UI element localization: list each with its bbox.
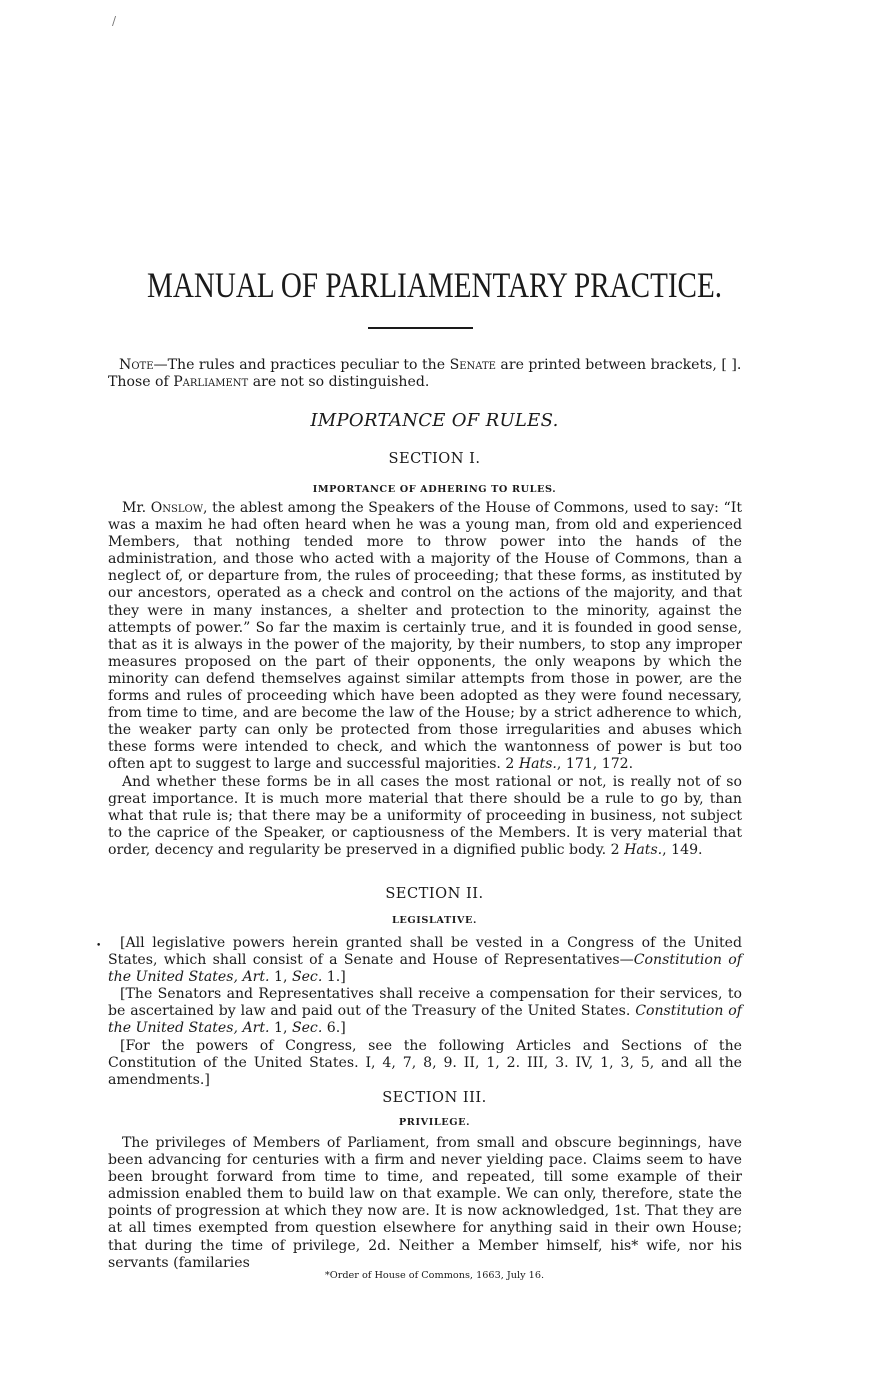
note-text-3: Those of <box>108 374 174 391</box>
scan-dot: • <box>96 941 102 951</box>
note-parliament: Parliament <box>173 374 249 391</box>
note-text: The rules and practices peculiar to the <box>167 357 450 373</box>
footnote: *Order of House of Commons, 1663, July 16. <box>324 1270 545 1281</box>
note-text-4: are not so distinguished. <box>248 374 430 391</box>
section-1-body <box>108 500 742 859</box>
note-lead: Note <box>119 357 154 373</box>
speaker-name: Onslow <box>150 500 204 516</box>
section-2-heading: SECTION II. <box>385 885 484 902</box>
section-3-paragraph-1: The privileges of Members of Parliament, from small and obscure beginnings, have been advancing for centuries with a firm and never yielding pace. Claims seem to have been brought forward from time to time, and repeated, till some example of their admission enabled them to build law on that example. We can only, therefore, state the points of progression at which they now are. It is now acknowledged, 1st. That they are at all times exempted from question elsewhere for anything said in their own House; that during the time of privilege, 2d. Neither a Member himself, his* wife, nor his servants (familaries <box>108 1135 742 1271</box>
note-senate: Senate <box>449 357 496 373</box>
part-title: IMPORTANCE OF RULES. <box>310 410 559 431</box>
section-1-heading: SECTION I. <box>388 450 481 467</box>
note-text-2: are printed between brackets, [ ]. <box>495 357 742 373</box>
section-1-paragraph-1: Mr. Onslow, the ablest among the Speakers of the House of Commons, used to say: “It was a maxim he had often heard when he was a young man, from old and experienced Members, that nothing tended more to throw power into the hands of the administration, and those who acted with a majority of the House of Commons, than a neglect of, or departure from, the rules of proceeding; that these forms, as instituted by our ancestors, operated as a check and control on the actions of the majority, and that they were in many instances, a shelter and protection to the minority, against the attempts of power.” So far the maxim is certainly true, and it is founded in good sense, that as it is always in the power of the majority, by their numbers, to stop any improper measures proposed on the part of their opponents, the only weapons by which the minority can defend themselves against similar attempts from those in power, are the forms and rules of proceeding which have been adopted as they were found necessary, from time to time, and are become the law of the House; by a strict adherence to which, the weaker party can only be protected from those irregularities and abuses which these forms were intended to check, and which the wantonness of power is but too often apt to suggest to large and successful majorities. 2 Hats., 171, 172. <box>108 500 742 773</box>
section-2-body <box>108 935 742 1089</box>
citation: Constitution of the United States, Art. <box>108 952 743 986</box>
section-3-subheading: PRIVILEGE. <box>398 1117 471 1128</box>
citation: Constitution of the United States, Art. <box>108 1003 742 1037</box>
section-2-paragraph-2: [The Senators and Representatives shall receive a compensation for their services, to be ascertained by law and paid out of the Treasury of the United States. Constitution of the United States, Art. 1, Sec. 6.] <box>108 986 742 1037</box>
section-1-subheading: IMPORTANCE OF ADHERING TO RULES. <box>312 484 557 495</box>
citation: Hats. <box>624 841 663 858</box>
section-3-body <box>108 1135 742 1272</box>
note-dash: — <box>153 357 168 373</box>
scan-mark: / <box>112 14 117 28</box>
section-3-heading: SECTION III. <box>382 1089 487 1106</box>
section-2-paragraph-1: [All legislative powers herein granted shall be vested in a Congress of the United States, which shall consist of a Senate and House of Representatives—Constitution of the United States, Art. 1, Sec. 1.] <box>108 935 743 986</box>
title-rule <box>368 327 473 329</box>
section-2-subheading: LEGISLATIVE. <box>391 915 477 926</box>
section-1-paragraph-2: And whether these forms be in all cases the most rational or not, is really not of so great importance. It is much more material that there should be a rule to go by, than what that rule is; that there may be a uniformity of proceeding in business, not subject to the caprice of the Speaker, or captiousness of the Members. It is very material that order, decency and regularity be preserved in a dignified public body. 2 Hats., 149. <box>108 773 742 858</box>
page-title: MANUAL OF PARLIAMENTARY PRACTICE. <box>146 265 723 305</box>
editorial-note <box>108 357 742 391</box>
section-2-paragraph-3: [For the powers of Congress, see the following Articles and Sections of the Constitution of the United States. I, 4, 7, 8, 9. II, 1, 2. III, 3. IV, 1, 3, 5, and all the amendments.] <box>108 1037 742 1088</box>
citation: Hats. <box>518 756 557 773</box>
